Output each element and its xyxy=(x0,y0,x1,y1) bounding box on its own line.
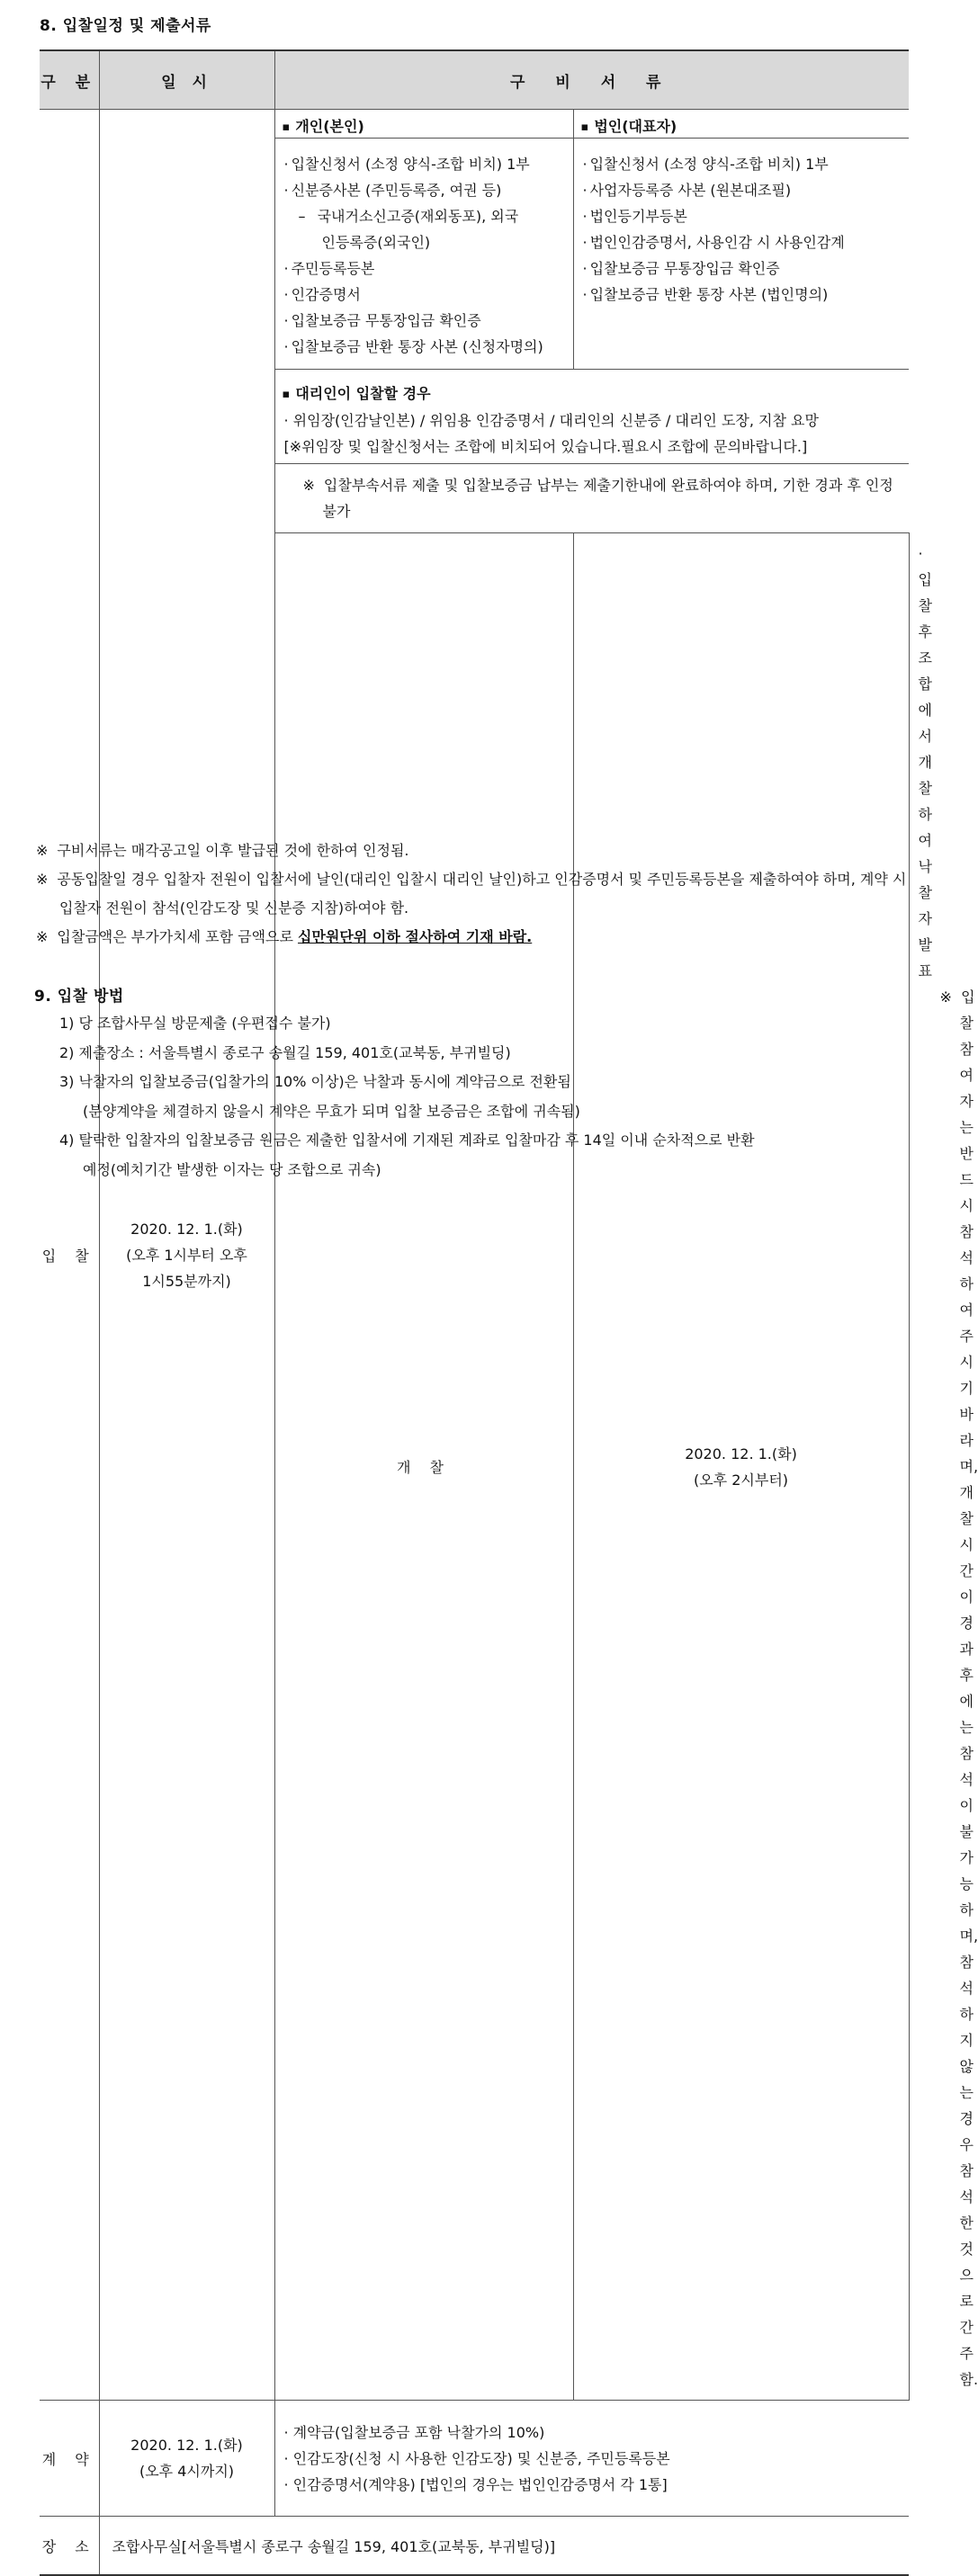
bid-row-top xyxy=(40,110,909,370)
agent-docs xyxy=(274,370,909,464)
contract-date-line: 2020. 12. 1.(화) xyxy=(130,2437,243,2454)
notes-section xyxy=(36,836,918,952)
list-item: · 입찰신청서 (소정 양식-조합 비치) 1부 xyxy=(583,151,904,177)
place-value: 조합사무실[서울특별시 종로구 송월길 159, 401호(교북동, 부귀빌딩)] xyxy=(99,2517,909,2576)
method-item: 4) 탈락한 입찰자의 입찰보증금 원금은 제출한 입찰서에 기재된 계좌로 입찰마감 후 14일 이내 순차적으로 반환 xyxy=(59,1131,755,1149)
contract-item: · 계약금(입찰보증금 포함 낙찰가의 10%) xyxy=(283,2423,545,2441)
opening-note xyxy=(919,984,978,2393)
deadline-note xyxy=(276,465,909,532)
contract-item-text: 인감증명서(계약용) [법인의 경우는 법인인감증명서 각 1통] xyxy=(292,2475,668,2493)
note-3-emphasis: 십만원단위 이하 절사하여 기재 바람. xyxy=(298,928,533,945)
section-9-title: 9. 입찰 방법 xyxy=(34,988,124,1006)
opening-date-line: 2020. 12. 1.(화) xyxy=(685,1445,797,1462)
list-item: · 법인등기부등본 xyxy=(583,203,904,229)
agent-item-text: 위임장(인감날인본) / 위임용 인감증명서 / 대리인의 신분증 / 대리인 도장, 지참 요망 xyxy=(292,412,819,429)
deadline-note-cell xyxy=(274,464,909,533)
header-category: 구 분 xyxy=(40,50,99,110)
agent-body xyxy=(275,407,910,463)
deadline-note-text: ※ 입찰부속서류 제출 및 입찰보증금 납부는 제출기한내에 완료하여야 하며, 기한 경과 후 인정 불가 xyxy=(303,472,898,524)
agent-bracket-note: [※위임장 및 입찰신청서는 조합에 비치되어 있습니다.필요시 조합에 문의바랍니다.] xyxy=(283,438,808,455)
list-item: · 입찰보증금 반환 통장 사본 (신청자명의) xyxy=(284,334,568,360)
list-item: · 입찰보증금 반환 통장 사본 (법인명의) xyxy=(583,282,904,308)
list-item: · 신분증사본 (주민등록증, 여권 등) xyxy=(284,177,568,203)
bidding-method-list xyxy=(59,1009,923,1185)
header-docs: 구 비 서 류 xyxy=(274,50,909,110)
bid-label: 입 찰 xyxy=(40,110,99,2401)
opening-row: 개 찰 2020. 12. 1.(화) (오후 2시부터) · 입찰 후 조합에서 개찰하여 낙찰자 발표 ※ 입찰참여자는 반드시 참석하여 주시기 바라며, 개찰 시간이 경과 후에는 참석이 불가능하며, 참석하지 않는 경우 참석한 것으로 간주함. xyxy=(40,533,909,2401)
opening-item-text: 입찰 후 조합에서 개찰하여 낙찰자 발표 xyxy=(918,571,932,979)
list-item: – 국내거소신고증(재외동포), 외국 xyxy=(284,203,568,229)
note-2: ※ 공동입찰일 경우 입찰자 전원이 입찰서에 날인(대리인 입찰시 대리인 날인)하고 인감증명서 및 주민등록등본을 제출하여야 하며, 계약 시 입찰자 전원이 참석(인감도장 및 신분증 지참)하여야 함. xyxy=(36,865,918,923)
header-date: 일 시 xyxy=(99,50,274,110)
contract-docs xyxy=(274,2401,909,2517)
individual-docs xyxy=(274,110,573,370)
bid-date-line: (오후 1시부터 오후 xyxy=(126,1246,247,1264)
contract-item: · 인감도장(신청 시 사용한 인감도장) 및 신분증, 주민등록등본 xyxy=(283,2449,670,2467)
agent-item: · 위임장(인감날인본) / 위임용 인감증명서 / 대리인의 신분증 / 대리인 도장, 지참 요망 xyxy=(283,412,819,429)
method-item-continued: (분양계약을 체결하지 않을시 계약은 무효가 되며 입찰 보증금은 조합에 귀속됨) xyxy=(83,1102,580,1120)
reference-mark: ※ xyxy=(939,988,952,1006)
note-3-prefix: 입찰금액은 부가가치세 포함 금액으로 xyxy=(57,928,299,945)
contract-date-line: (오후 4시까지) xyxy=(139,2463,235,2480)
corporate-doc-list xyxy=(574,139,910,313)
contract-label: 계 약 xyxy=(40,2401,99,2517)
schedule-table xyxy=(40,49,978,2576)
opening-label: 개 찰 xyxy=(274,533,573,2401)
list-item: · 법인인감증명서, 사용인감 시 사용인감계 xyxy=(583,229,904,255)
list-item: · 사업자등록증 사본 (원본대조필) xyxy=(583,177,904,203)
contract-item-text: 인감도장(신청 시 사용한 인감도장) 및 신분증, 주민등록등본 xyxy=(292,2449,670,2467)
list-item: · 입찰보증금 무통장입금 확인증 xyxy=(583,255,904,282)
method-item: 1) 당 조합사무실 방문제출 (우편접수 불가) xyxy=(59,1015,331,1032)
contract-item: · 인감증명서(계약용) [법인의 경우는 법인인감증명서 각 1통] xyxy=(283,2475,668,2493)
contract-item-text: 계약금(입찰보증금 포함 낙찰가의 10%) xyxy=(292,2423,545,2441)
place-label: 장 소 xyxy=(40,2517,99,2576)
individual-heading: ▪ 개인(본인) xyxy=(275,110,573,139)
bid-date xyxy=(99,110,274,2401)
individual-doc-list xyxy=(275,139,573,365)
list-item: · 주민등록등본 xyxy=(284,255,568,282)
opening-note-text: 입찰참여자는 반드시 참석하여 주시기 바라며, 개찰 시간이 경과 후에는 참석이 불가능하며, 참석하지 않는 경우 참석한 것으로 간주함. xyxy=(959,988,978,2388)
agent-heading: ▪ 대리인이 입찰할 경우 xyxy=(275,370,910,407)
bid-date-line: 1시55분까지) xyxy=(142,1272,231,1290)
opening-date xyxy=(573,533,909,2401)
place-row xyxy=(40,2517,909,2576)
method-item-continued: 예정(예치기간 발생한 이자는 당 조합으로 귀속) xyxy=(83,1160,381,1178)
contract-date xyxy=(99,2401,274,2517)
method-item: 2) 제출장소 : 서울특별시 종로구 송월길 159, 401호(교북동, 부귀빌딩) xyxy=(59,1043,511,1061)
table-header-row xyxy=(40,50,909,110)
contract-row xyxy=(40,2401,909,2517)
list-item: 인등록증(외국인) xyxy=(321,234,431,251)
list-item: · 입찰보증금 무통장입금 확인증 xyxy=(284,308,568,334)
note-1: ※ 구비서류는 매각공고일 이후 발급된 것에 한하여 인정됨. xyxy=(36,836,918,865)
note-3 xyxy=(36,923,918,952)
method-item: 3) 낙찰자의 입찰보증금(입찰가의 10% 이상)은 낙찰과 동시에 계약금으로 전환됨 xyxy=(59,1073,571,1090)
bid-date-line: 2020. 12. 1.(화) xyxy=(130,1220,243,1238)
corporate-heading: ▪ 법인(대표자) xyxy=(574,110,910,139)
list-item: · 입찰신청서 (소정 양식-조합 비치) 1부 xyxy=(284,151,568,177)
corporate-docs xyxy=(573,110,909,370)
opening-date-line: (오후 2시부터) xyxy=(693,1471,789,1489)
section-8-title: 8. 입찰일정 및 제출서류 xyxy=(40,17,211,35)
list-item: · 인감증명서 xyxy=(284,282,568,308)
